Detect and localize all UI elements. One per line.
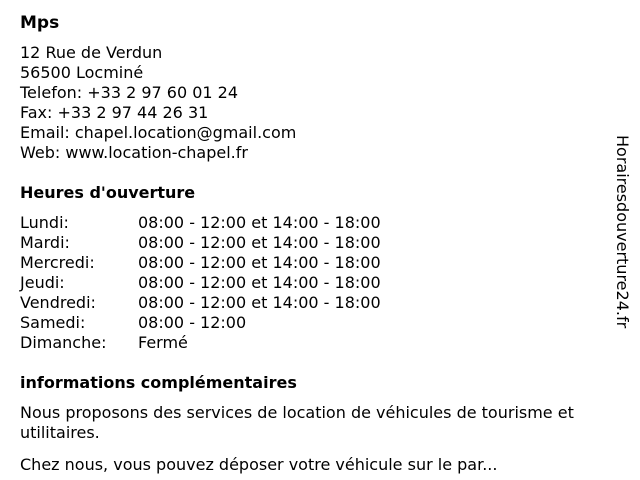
hours-heading: Heures d'ouverture <box>20 183 196 202</box>
business-name: Mps <box>20 13 60 33</box>
hours-row-mardi <box>20 233 610 253</box>
time-value: 08:00 - 12:00 <box>138 313 247 332</box>
day-label: Mercredi: <box>20 253 95 272</box>
day-label: Jeudi: <box>20 273 65 292</box>
time-value: 08:00 - 12:00 et 14:00 - 18:00 <box>138 293 381 312</box>
hours-row-samedi <box>20 313 610 333</box>
info-paragraph-1: Nous proposons des services de location de véhicules de tourisme et utilitaires. <box>20 403 574 442</box>
site-watermark: Horairesdouverture24.fr <box>613 135 632 329</box>
address-line-1: 12 Rue de Verdun <box>20 43 163 62</box>
day-label: Dimanche: <box>20 333 107 352</box>
fax-line: Fax: +33 2 97 44 26 31 <box>20 103 209 122</box>
hours-table <box>20 213 610 353</box>
day-label: Samedi: <box>20 313 86 332</box>
phone-line: Telefon: +33 2 97 60 01 24 <box>20 83 239 102</box>
time-value: 08:00 - 12:00 et 14:00 - 18:00 <box>138 233 381 252</box>
hours-row-lundi <box>20 213 610 233</box>
contact-block <box>20 43 610 163</box>
hours-row-dimanche <box>20 333 610 353</box>
web-line: Web: www.location-chapel.fr <box>20 143 248 162</box>
time-value: 08:00 - 12:00 et 14:00 - 18:00 <box>138 273 381 292</box>
time-value: 08:00 - 12:00 et 14:00 - 18:00 <box>138 253 381 272</box>
address-line-2: 56500 Locminé <box>20 63 144 82</box>
day-label: Lundi: <box>20 213 69 232</box>
hours-row-jeudi <box>20 273 610 293</box>
business-card <box>20 12 610 475</box>
info-paragraph-2: Chez nous, vous pouvez déposer votre véhicule sur le par... <box>20 455 498 474</box>
day-label: Vendredi: <box>20 293 96 312</box>
hours-row-mercredi <box>20 253 610 273</box>
time-value: Fermé <box>138 333 188 352</box>
day-label: Mardi: <box>20 233 70 252</box>
info-heading: informations complémentaires <box>20 373 297 392</box>
hours-row-vendredi <box>20 293 610 313</box>
email-line: Email: chapel.location@gmail.com <box>20 123 297 142</box>
time-value: 08:00 - 12:00 et 14:00 - 18:00 <box>138 213 381 232</box>
